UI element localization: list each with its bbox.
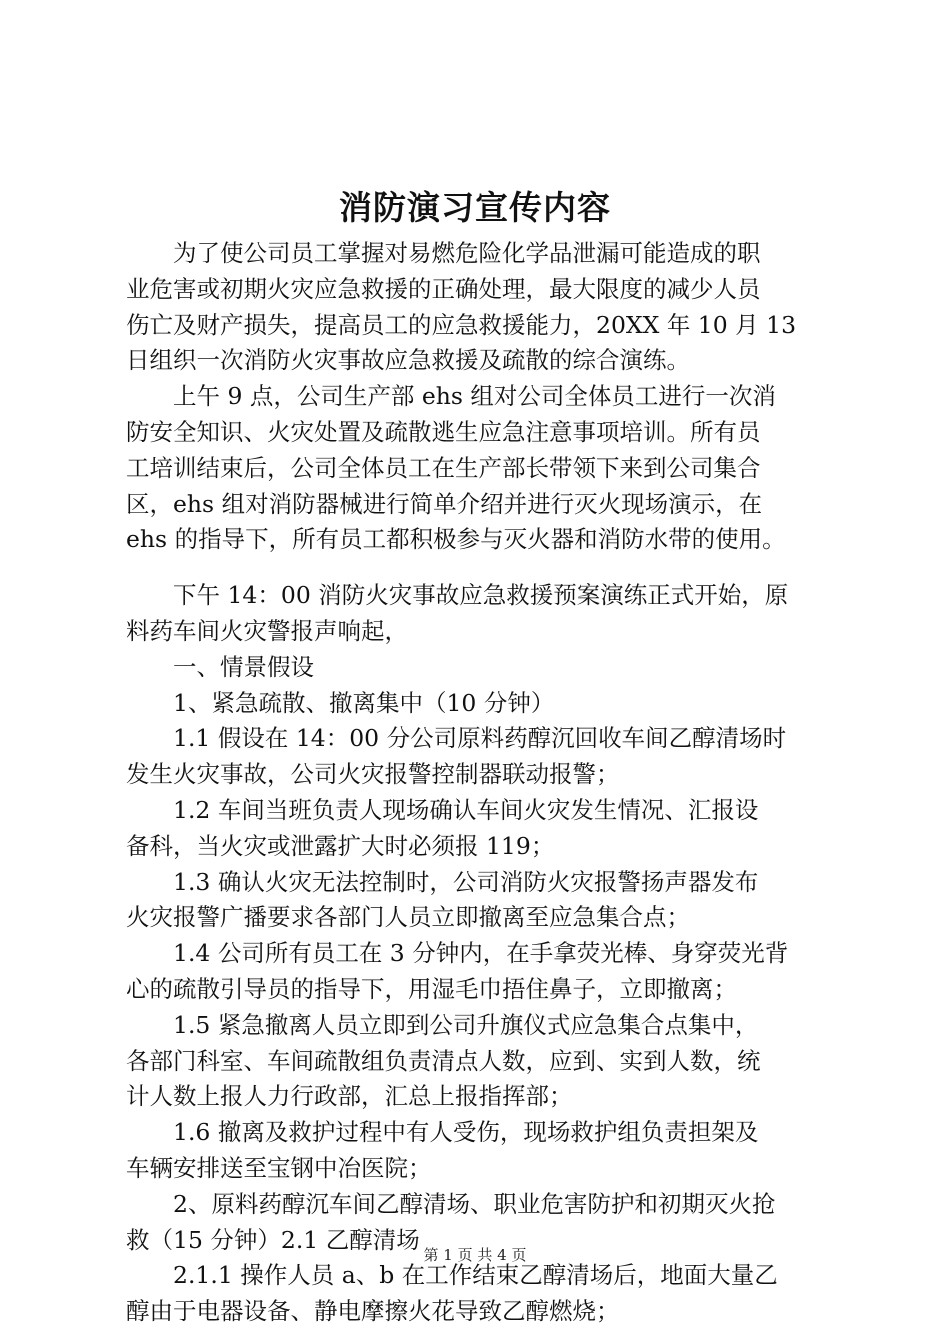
page-footer: 第 1 页 共 4 页 [423,1246,527,1264]
text-line: 业危害或初期火灾应急救援的正确处理，最大限度的减少人员 [126,274,761,303]
text-line: 伤亡及财产损失，提高员工的应急救援能力，20XX 年 10 月 13 [126,310,797,339]
text-line: 日组织一次消防火灾事故应急救援及疏散的综合演练。 [126,346,690,375]
text-line: ehs 的指导下，所有员工都积极参与灭火器和消防水带的使用。 [126,525,786,554]
text-line: 为了使公司员工掌握对易燃危险化学品泄漏可能造成的职 [126,239,761,267]
paragraph-block-drill [126,578,831,1330]
text-line: 各部门科室、车间疏散组负责清点人数，应到、实到人数，统 [126,1046,761,1075]
text-line: 一、情景假设 [126,652,314,681]
text-line: 1.4 公司所有员工在 3 分钟内，在手拿荧光棒、身穿荧光背 [126,939,789,968]
text-line: 1、紧急疏散、撤离集中（10 分钟） [126,688,555,717]
paragraph-block-intro [126,236,831,558]
text-line: 1.2 车间当班负责人现场确认车间火灾发生情况、汇报设 [126,795,759,824]
text-line: 火灾报警广播要求各部门人员立即撤离至应急集合点； [126,903,690,932]
text-line: 工培训结束后，公司全体员工在生产部长带领下来到公司集合 [126,453,761,482]
text-line: 防安全知识、火灾处置及疏散逃生应急注意事项培训。所有员 [126,417,761,446]
text-line: 心的疏散引导员的指导下，用湿毛巾捂住鼻子，立即撤离； [126,974,737,1003]
document-body [126,236,831,1330]
text-line: 发生火灾事故，公司火灾报警控制器联动报警； [126,760,620,789]
text-line: 备科，当火灾或泄露扩大时必须报 119； [126,831,555,860]
text-line: 计人数上报人力行政部，汇总上报指挥部； [126,1082,573,1111]
text-line: 车辆安排送至宝钢中冶医院； [126,1153,432,1182]
text-line: 料药车间火灾警报声响起， [126,616,408,645]
text-line: 救（15 分钟）2.1 乙醇清场 [126,1225,420,1254]
text-line: 1.6 撤离及救护过程中有人受伤，现场救护组负责担架及 [126,1118,759,1147]
text-line: 醇由于电器设备、静电摩擦火花导致乙醇燃烧； [126,1297,620,1326]
text-line: 1.1 假设在 14：00 分公司原料药醇沉回收车间乙醇清场时 [126,724,787,753]
paragraph-gap [126,558,831,578]
text-line: 2.1.1 操作人员 a、b 在工作结束乙醇清场后，地面大量乙 [126,1261,778,1290]
text-line: 上午 9 点，公司生产部 ehs 组对公司全体员工进行一次消 [126,382,776,411]
document-title: 消防演习宣传内容 [339,188,611,227]
text-line: 下午 14：00 消防火灾事故应急救援预案演练正式开始，原 [126,581,789,610]
text-line: 2、原料药醇沉车间乙醇清场、职业危害防护和初期灭火抢 [126,1189,776,1218]
text-line: 1.5 紧急撤离人员立即到公司升旗仪式应急集合点集中， [126,1010,759,1039]
text-line: 1.3 确认火灾无法控制时，公司消防火灾报警扬声器发布 [126,867,759,896]
text-line: 区，ehs 组对消防器械进行简单介绍并进行灭火现场演示，在 [126,489,763,518]
